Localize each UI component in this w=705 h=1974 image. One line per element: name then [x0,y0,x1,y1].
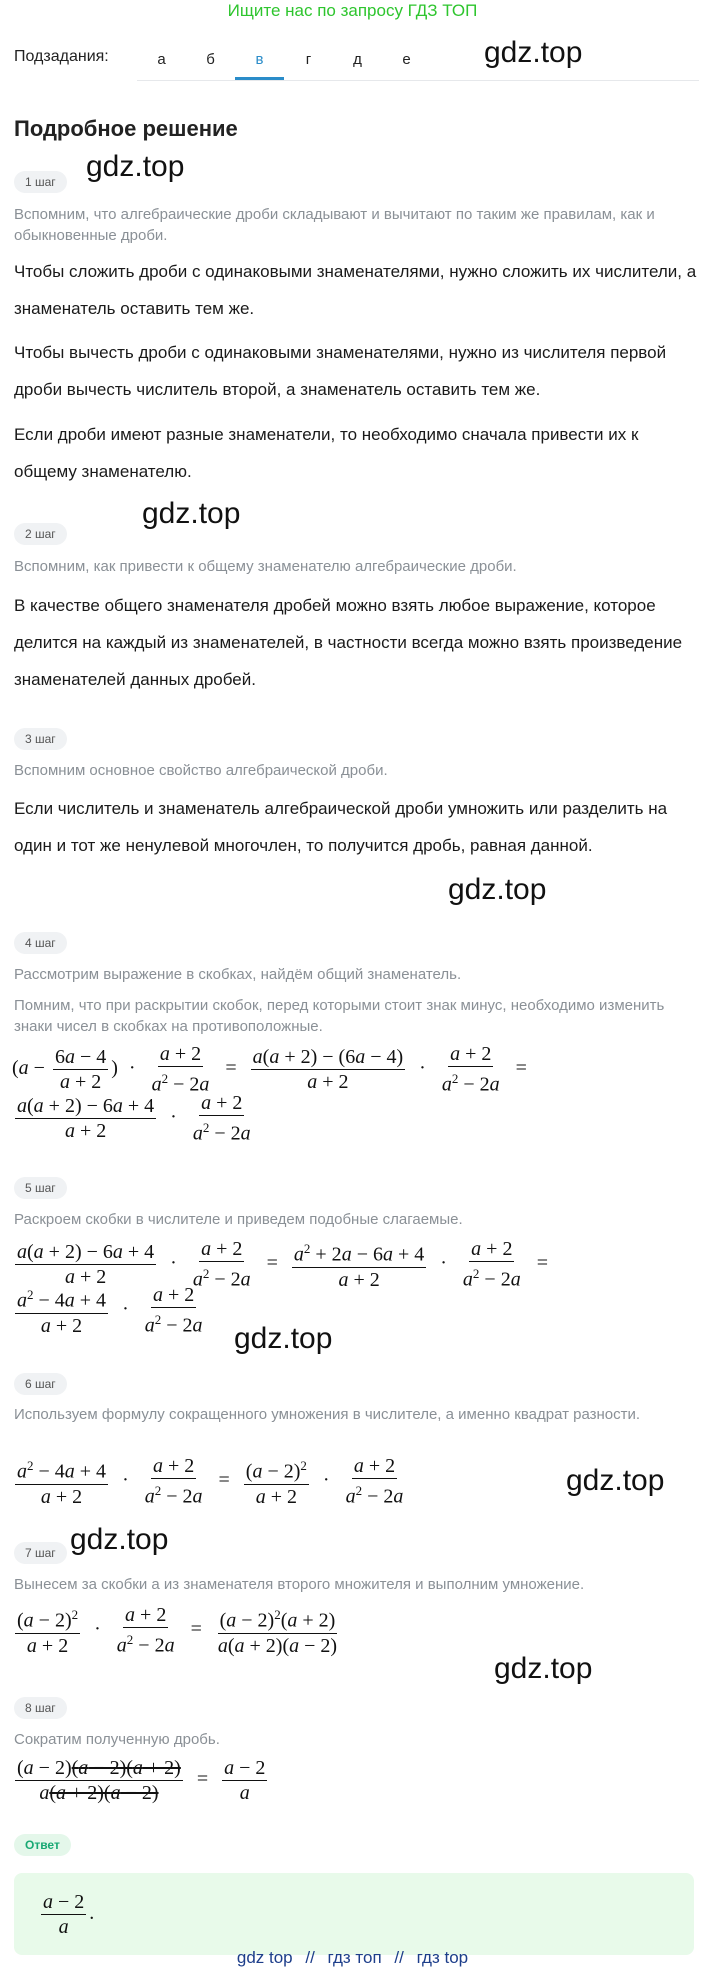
step-badge: 4 шаг [14,932,67,954]
footer-link[interactable]: гдз топ [327,1948,382,1967]
watermark: gdz.top [566,1464,665,1497]
step-hint: Раскроем скобки в числителе и приведем подобные слагаемые. [14,1211,463,1228]
formula: (a − $\frac{6a - 4}{a + 2}$ ) · $\frac{a + 2}{a^2 - 2a}$ = $\frac{a(a + 2) - (6a - 4)}{a + 2}$ · $\frac{a + 2}{a^2 - 2a}$ = [12,1043,527,1096]
formula: $\frac{a^2 - 4a + 4}{a + 2}$ · $\frac{a + 2}{a^2 - 2a}$ [17,1284,203,1337]
step-badge: 6 шаг [14,1373,67,1395]
formula: $\frac{a(a + 2) - 6a + 4}{a + 2}$ · $\frac{a + 2}{a^2 - 2a}$ = $\frac{a^2 + 2a - 6a + 4}{a + 2}$ · $\frac{a + 2}{a^2 - 2a}$ = [17,1238,548,1291]
footer [0,1948,705,1968]
formula: $\frac{(a - 2)^2}{a + 2}$ · $\frac{a + 2}{a^2 - 2a}$ = $\frac{(a - 2)^2(a + 2)}{a(a + 2)(a - 2)}$ [17,1604,338,1657]
formula: $\frac{(a - 2)(a - 2)(a + 2)}{a(a + 2)(a - 2)}$ = $\frac{a - 2}{a}$ [17,1757,266,1804]
watermark: gdz.top [86,150,185,183]
step-text: Если дроби имеют разные знаменатели, то необходимо сначала привести их к общему знаменателю. [14,425,639,481]
step-badge: 3 шаг [14,728,67,750]
step-hint: Вынесем за скобки a из знаменателя второго множителя и выполним умножение. [14,1576,585,1593]
step-text: Чтобы сложить дроби с одинаковыми знаменателями, нужно сложить их числители, а знаменатель оставить тем же. [14,262,697,318]
watermark: gdz.top [70,1523,169,1556]
footer-link[interactable]: gdz top [236,1948,293,1967]
subtasks-label: Подзадания: [14,48,109,65]
page-title: Подробное решение [14,116,238,141]
tab-b[interactable]: б [206,51,215,68]
watermark: gdz.top [142,497,241,530]
answer-formula: $\frac{a - 2}{a}$ . [43,1891,95,1938]
step-badge: 7 шаг [14,1542,67,1564]
step-text: Если числитель и знаменатель алгебраической дроби умножить или разделить на один и тот же ненулевой многочлен, то получится дробь, равная данной. [14,799,668,855]
top-banner: Ищите нас по запросу ГДЗ ТОП [227,1,478,20]
step-hint: Сократим полученную дробь. [14,1731,220,1748]
step-badge: 8 шаг [14,1697,67,1719]
watermark: gdz.top [494,1652,593,1685]
step-hint: Вспомним, как привести к общему знаменателю алгебраические дроби. [14,558,517,575]
formula: $\frac{a(a + 2) - 6a + 4}{a + 2}$ · $\frac{a + 2}{a^2 - 2a}$ [17,1092,251,1145]
step-badge: 1 шаг [14,171,67,193]
step-hint: Рассмотрим выражение в скобках, найдём общий знаменатель. [14,966,462,983]
step-hint: Вспомним, что алгебраические дроби складывают и вычитают по таким же правилам, как и обыкновенные дроби. [14,206,655,244]
tab-a[interactable]: а [157,51,166,68]
footer-link[interactable]: гдз top [416,1948,469,1967]
answer-box [14,1873,694,1955]
step-badge: 5 шаг [14,1177,67,1199]
step-badge: 2 шаг [14,523,67,545]
watermark: gdz.top [234,1322,333,1355]
subtask-tabs [137,40,699,81]
step-hint: Используем формулу сокращенного умножения в числителе, а именно квадрат разности. [14,1406,641,1423]
answer-badge: Ответ [14,1834,71,1856]
tab-g[interactable]: г [305,51,312,68]
watermark: gdz.top [448,873,547,906]
formula: $\frac{a^2 - 4a + 4}{a + 2}$ · $\frac{a + 2}{a^2 - 2a}$ = $\frac{(a - 2)^2}{a + 2}$ · $\frac{a + 2}{a^2 - 2a}$ [17,1455,404,1508]
footer-separator: // [394,1948,404,1967]
step-text: В качестве общего знаменателя дробей можно взять любое выражение, которое делится на каждый из знаменателей, в частности всегда можно взять произведение знаменателей данных дробей. [14,596,683,689]
watermark: gdz.top [484,36,583,69]
tab-v[interactable]: в [235,40,284,80]
tab-e[interactable]: е [402,51,411,68]
footer-separator: // [305,1948,315,1967]
step-text: Чтобы вычесть дроби с одинаковыми знаменателями, нужно из числителя первой дроби вычесть числитель второй, а знаменатель оставить тем же. [14,343,667,399]
step-hint: Вспомним основное свойство алгебраической дроби. [14,762,388,779]
step-hint: Помним, что при раскрытии скобок, перед которыми стоит знак минус, необходимо изменить знаки чисел в скобках на противоположные. [14,997,665,1035]
tab-d[interactable]: д [353,51,362,68]
